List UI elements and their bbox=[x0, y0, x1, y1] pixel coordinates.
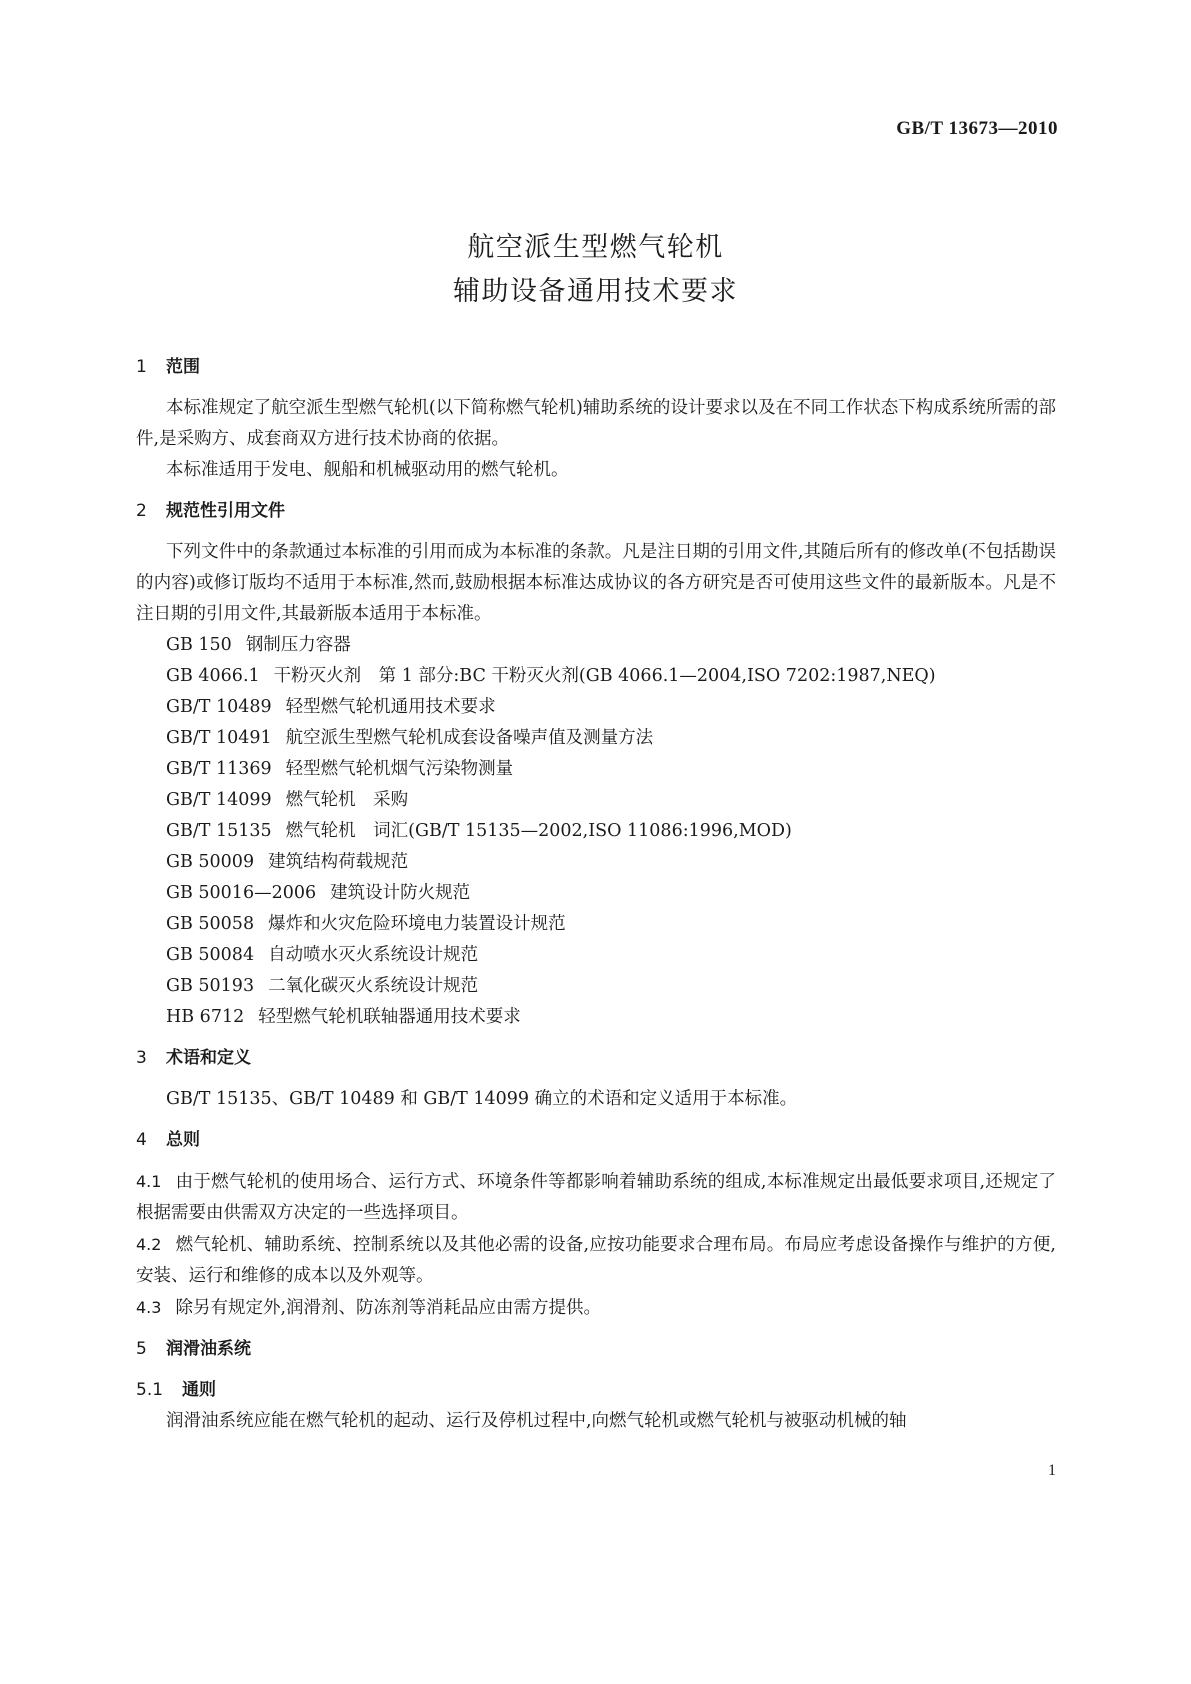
reference-code: GB/T 11369 bbox=[166, 759, 272, 779]
reference-item bbox=[136, 816, 1056, 847]
clause-text: 除另有规定外,润滑剂、防冻剂等消耗品应由需方提供。 bbox=[175, 1298, 602, 1318]
document-title bbox=[0, 226, 1191, 314]
reference-item bbox=[136, 971, 1056, 1002]
reference-code: GB 150 bbox=[166, 635, 232, 655]
clause-number: 4.2 bbox=[136, 1235, 162, 1254]
reference-code: GB 50016—2006 bbox=[166, 883, 317, 903]
section-title: 总则 bbox=[166, 1130, 200, 1150]
section-2-heading bbox=[136, 496, 1056, 527]
clause-4-3 bbox=[136, 1292, 1056, 1324]
reference-list bbox=[136, 630, 1056, 1033]
section-1-paragraph-1: 本标准规定了航空派生型燃气轮机(以下简称燃气轮机)辅助系统的设计要求以及在不同工作状态下构成系统所需的部件,是采购方、成套商双方进行技术协商的依据。 bbox=[136, 398, 1056, 449]
reference-code: GB/T 14099 bbox=[166, 790, 272, 810]
section-title: 规范性引用文件 bbox=[166, 501, 285, 521]
reference-item bbox=[136, 630, 1056, 661]
title-line-1: 航空派生型燃气轮机 bbox=[467, 232, 724, 263]
section-2-paragraph-1: 下列文件中的条款通过本标准的引用而成为本标准的条款。凡是注日期的引用文件,其随后所有的修改单(不包括勘误的内容)或修订版均不适用于本标准,然而,鼓励根据本标准达成协议的各方研究是否可使用这些文件的最新版本。凡是不注日期的引用文件,其最新版本适用于本标准。 bbox=[136, 542, 1056, 624]
reference-title: 轻型燃气轮机烟气污染物测量 bbox=[285, 759, 514, 779]
reference-code: GB/T 15135 bbox=[166, 821, 272, 841]
section-3-paragraph-1: GB/T 15135、GB/T 10489 和 GB/T 14099 确立的术语和定义适用于本标准。 bbox=[166, 1089, 798, 1109]
reference-title: 二氧化碳灭火系统设计规范 bbox=[268, 976, 479, 996]
reference-item bbox=[136, 847, 1056, 878]
section-5-heading bbox=[136, 1334, 1056, 1365]
reference-item bbox=[136, 692, 1056, 723]
page-number: 1 bbox=[1048, 1462, 1056, 1479]
reference-item bbox=[136, 878, 1056, 909]
reference-title: 轻型燃气轮机通用技术要求 bbox=[285, 697, 496, 717]
section-1-paragraph-2: 本标准适用于发电、舰船和机械驱动用的燃气轮机。 bbox=[166, 460, 569, 480]
section-title: 润滑油系统 bbox=[166, 1339, 251, 1359]
section-3-heading bbox=[136, 1043, 1056, 1074]
clause-4-2 bbox=[136, 1229, 1056, 1292]
subsection-number: 5.1 bbox=[136, 1380, 164, 1400]
subsection-5-1-paragraph-1: 润滑油系统应能在燃气轮机的起动、运行及停机过程中,向燃气轮机或燃气轮机与被驱动机械的轴 bbox=[166, 1411, 907, 1431]
section-number: 1 bbox=[136, 357, 147, 377]
clause-number: 4.3 bbox=[136, 1298, 162, 1317]
reference-title: 钢制压力容器 bbox=[245, 635, 351, 655]
reference-item bbox=[136, 909, 1056, 940]
reference-code: GB/T 10489 bbox=[166, 697, 272, 717]
section-title: 术语和定义 bbox=[166, 1048, 251, 1068]
section-number: 3 bbox=[136, 1048, 147, 1068]
clause-4-1 bbox=[136, 1166, 1056, 1229]
reference-title: 燃气轮机 词汇(GB/T 15135—2002,ISO 11086:1996,MOD) bbox=[285, 821, 792, 841]
reference-title: 爆炸和火灾危险环境电力装置设计规范 bbox=[268, 914, 566, 934]
section-4-heading bbox=[136, 1125, 1056, 1156]
reference-code: GB 50058 bbox=[166, 914, 255, 934]
reference-title: 航空派生型燃气轮机成套设备噪声值及测量方法 bbox=[285, 728, 654, 748]
reference-code: GB 4066.1 bbox=[166, 666, 260, 686]
reference-item bbox=[136, 940, 1056, 971]
document-body bbox=[136, 352, 1056, 1437]
standard-number: GB/T 13673—2010 bbox=[896, 118, 1058, 139]
reference-code: GB 50193 bbox=[166, 976, 255, 996]
section-number: 5 bbox=[136, 1339, 147, 1359]
reference-item bbox=[136, 1002, 1056, 1033]
section-1-heading bbox=[136, 352, 1056, 383]
reference-title: 自动喷水灭火系统设计规范 bbox=[268, 945, 479, 965]
reference-code: GB 50084 bbox=[166, 945, 255, 965]
subsection-title: 通则 bbox=[182, 1380, 216, 1400]
title-line-2: 辅助设备通用技术要求 bbox=[453, 276, 738, 307]
clause-text: 燃气轮机、辅助系统、控制系统以及其他必需的设备,应按功能要求合理布局。布局应考虑设备操作与维护的方便,安装、运行和维修的成本以及外观等。 bbox=[136, 1235, 1056, 1286]
subsection-5-1-heading bbox=[136, 1375, 1056, 1406]
reference-item bbox=[136, 661, 1056, 692]
section-title: 范围 bbox=[166, 357, 200, 377]
section-number: 2 bbox=[136, 501, 147, 521]
reference-title: 干粉灭火剂 第 1 部分:BC 干粉灭火剂(GB 4066.1—2004,ISO 7202:1987,NEQ) bbox=[273, 666, 936, 686]
clause-text: 由于燃气轮机的使用场合、运行方式、环境条件等都影响着辅助系统的组成,本标准规定出最低要求项目,还规定了根据需要由供需双方决定的一些选择项目。 bbox=[136, 1172, 1056, 1223]
reference-title: 建筑设计防火规范 bbox=[330, 883, 471, 903]
reference-title: 建筑结构荷载规范 bbox=[268, 852, 409, 872]
reference-item bbox=[136, 723, 1056, 754]
reference-code: HB 6712 bbox=[166, 1007, 245, 1027]
reference-code: GB 50009 bbox=[166, 852, 255, 872]
reference-item bbox=[136, 754, 1056, 785]
reference-title: 燃气轮机 采购 bbox=[285, 790, 409, 810]
section-number: 4 bbox=[136, 1130, 147, 1150]
reference-item bbox=[136, 785, 1056, 816]
clause-number: 4.1 bbox=[136, 1172, 162, 1191]
reference-title: 轻型燃气轮机联轴器通用技术要求 bbox=[258, 1007, 521, 1027]
reference-code: GB/T 10491 bbox=[166, 728, 272, 748]
